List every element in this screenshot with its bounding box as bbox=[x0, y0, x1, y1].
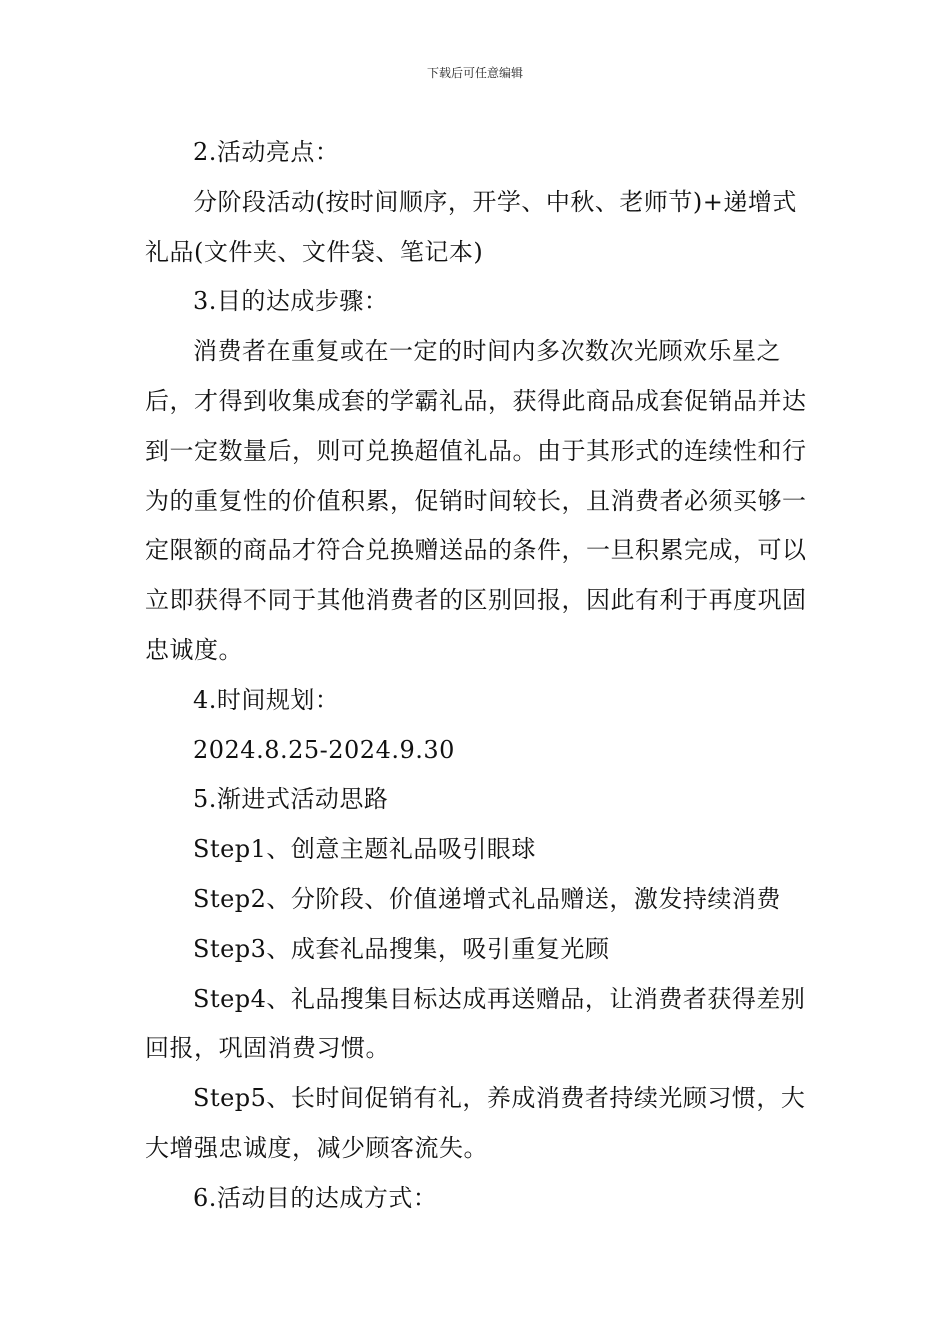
list-item-step2: Step2、分阶段、价值递增式礼品赠送，激发持续消费 bbox=[193, 884, 781, 913]
paragraph-highlights: 分阶段活动(按时间顺序，开学、中秋、老师节)+递增式礼品(文件夹、文件袋、笔记本) bbox=[145, 187, 797, 266]
heading-methods: 6.活动目的达成方式： bbox=[193, 1183, 438, 1212]
page-header: 下载后可任意编辑 bbox=[426, 66, 523, 80]
list-item-step4: Step4、礼品搜集目标达成再送赠品，让消费者获得差别回报，巩固消费习惯。 bbox=[145, 984, 806, 1063]
heading-highlights: 2.活动亮点： bbox=[193, 138, 340, 166]
heading-schedule: 4.时间规划： bbox=[193, 685, 340, 714]
document-body bbox=[145, 128, 807, 1224]
list-item-step3: Step3、成套礼品搜集，吸引重复光顾 bbox=[193, 934, 610, 963]
heading-steps: 3.目的达成步骤： bbox=[193, 287, 389, 316]
list-item-step1: Step1、创意主题礼品吸引眼球 bbox=[193, 835, 536, 864]
heading-approach: 5.渐进式活动思路 bbox=[193, 785, 389, 814]
paragraph-steps: 消费者在重复或在一定的时间内多次数次光顾欢乐星之后，才得到收集成套的学霸礼品，获得此商品成套促销品并达到一定数量后，则可兑换超值礼品。由于其形式的连续性和行为的重复性的价值积累，促销时间较长，且消费者必须买够一定限额的商品才符合兑换赠送品的条件，一旦积累完成，可以立即获得不同于其他消费者的区别回报，因此有利于再度巩固忠诚度。 bbox=[145, 337, 807, 664]
list-item-step5: Step5、长时间促销有礼，养成消费者持续光顾习惯，大大增强忠诚度，减少顾客流失。 bbox=[145, 1084, 806, 1162]
paragraph-schedule: 2024.8.25-2024.9.30 bbox=[193, 735, 455, 764]
